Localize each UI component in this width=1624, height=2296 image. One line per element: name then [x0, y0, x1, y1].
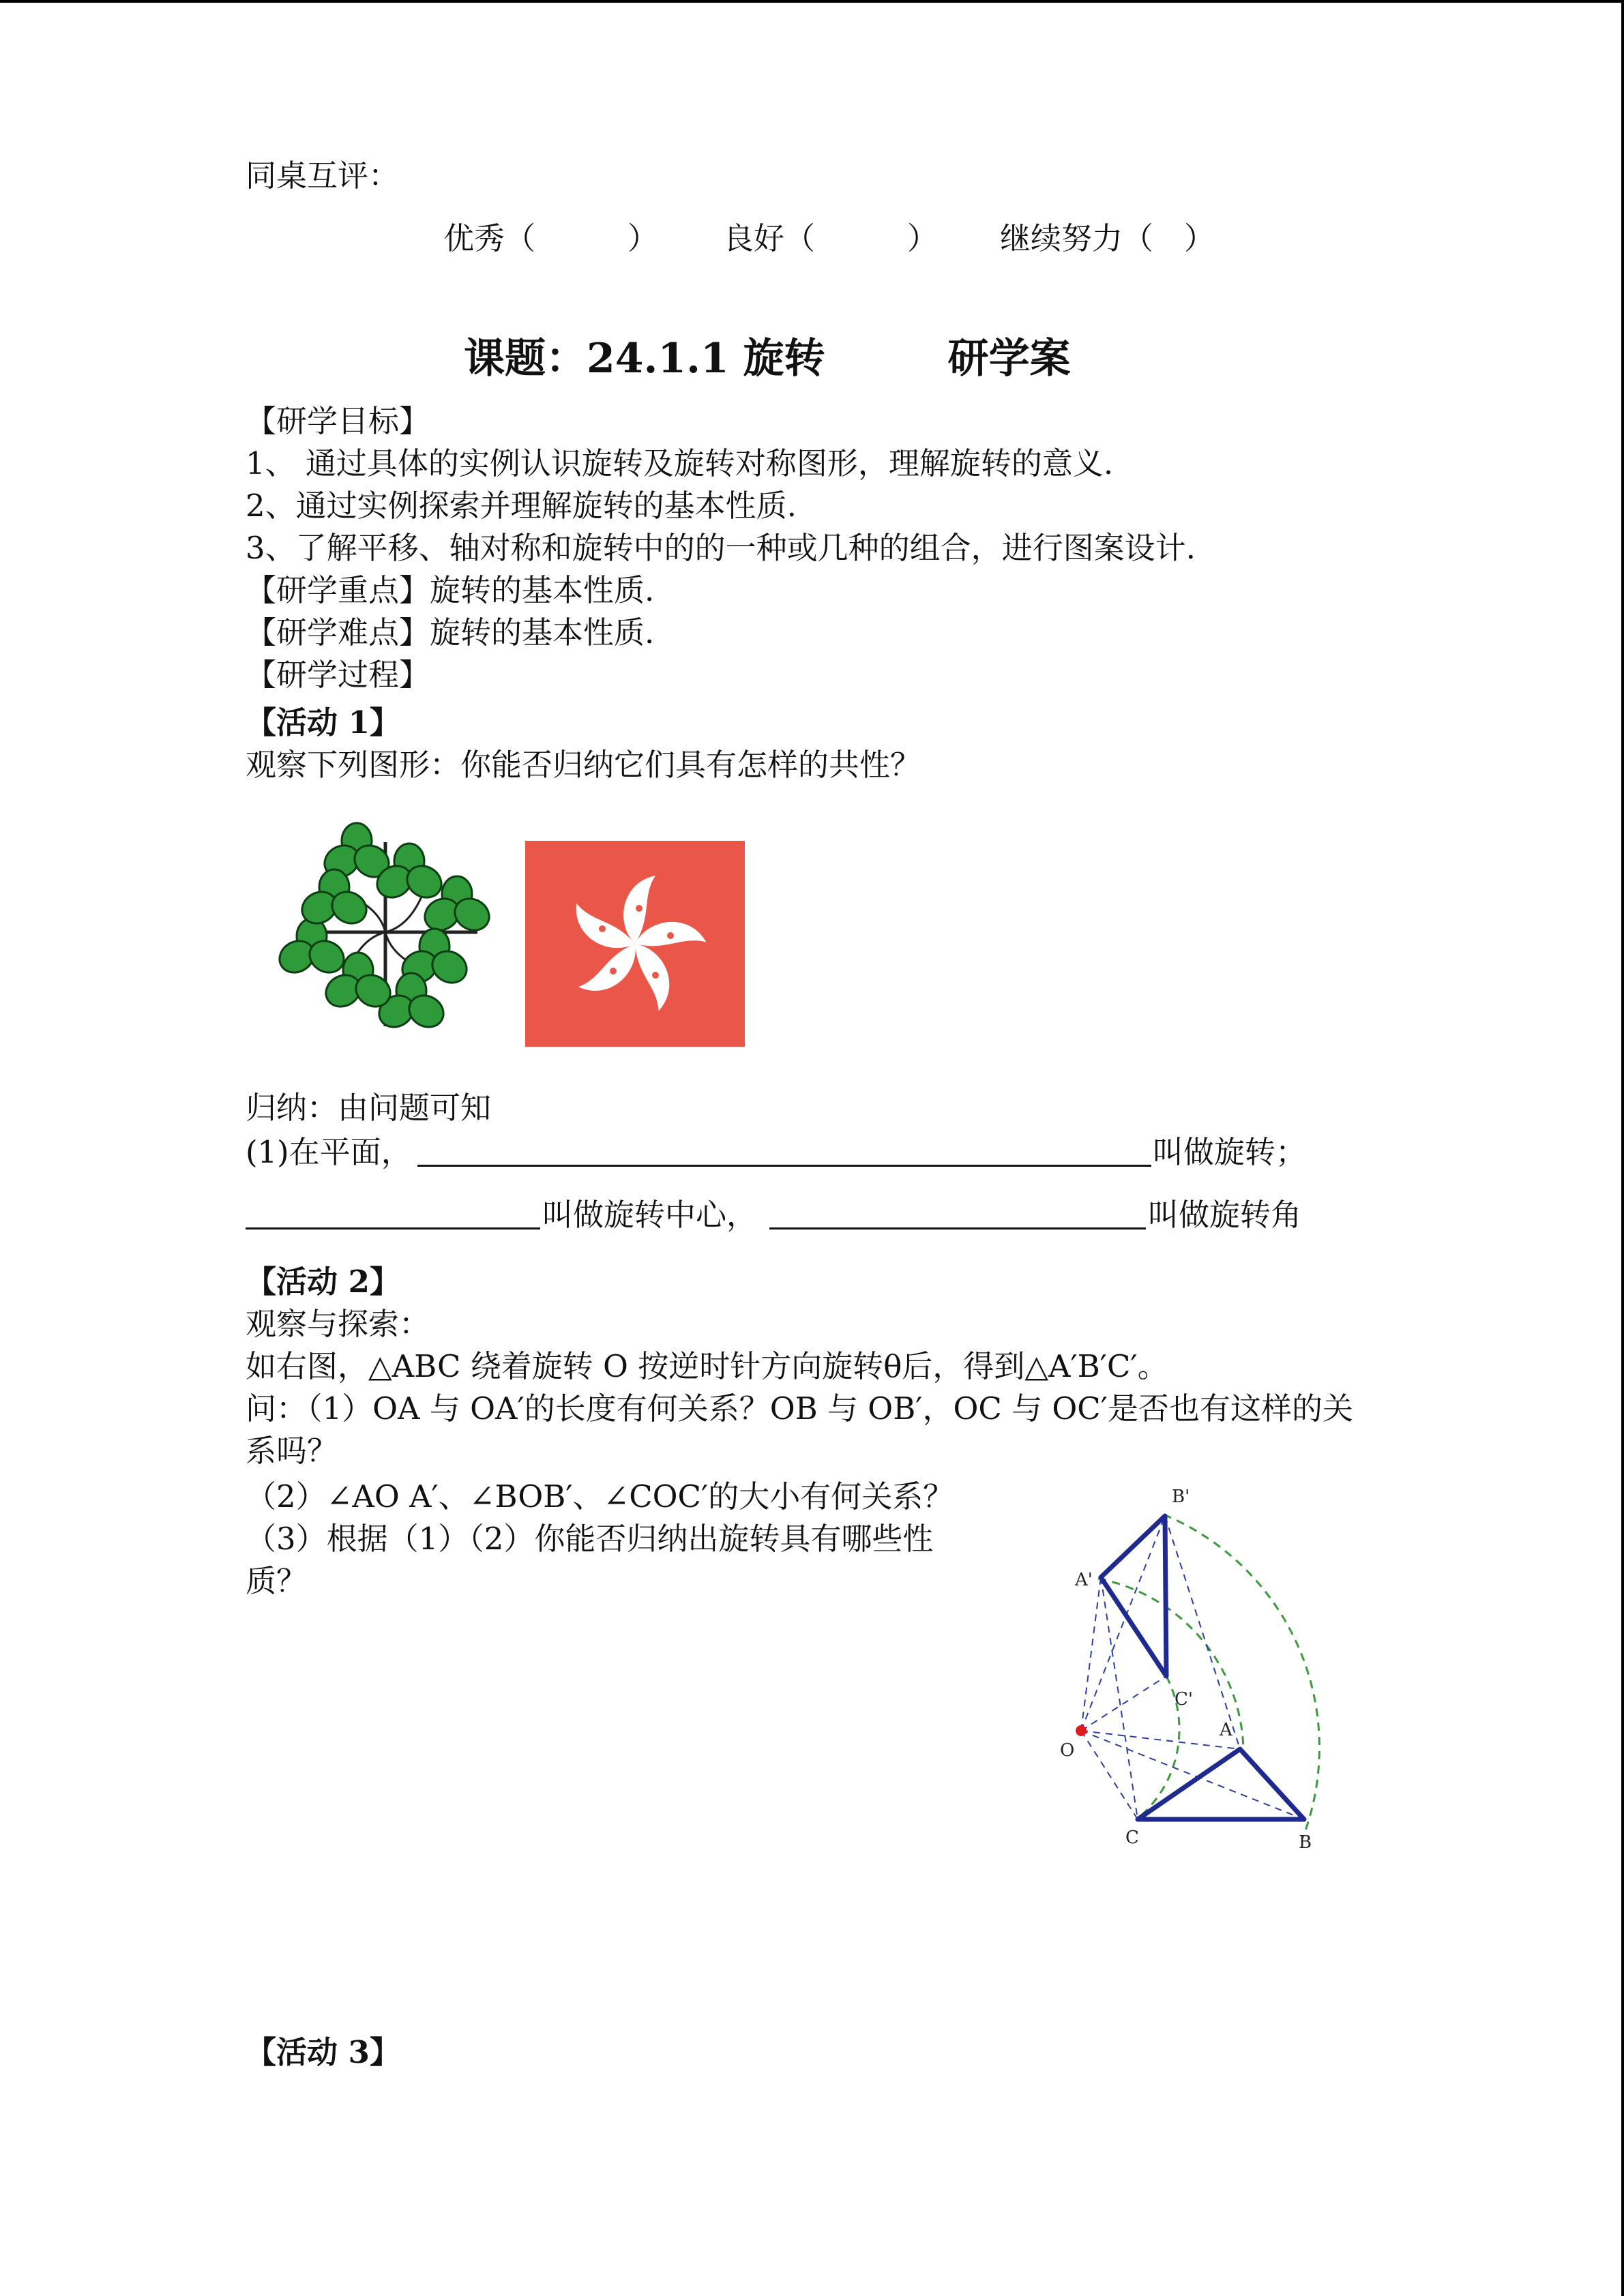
- activity1-heading: 【活动 1】: [246, 704, 400, 741]
- question-2: （2）∠AO A′、∠BOB′、∠COC′的大小有何关系？: [246, 1478, 954, 1515]
- arc-b: [1164, 1515, 1319, 1838]
- goal-item: 2、通过实例探索并理解旋转的基本性质.: [246, 488, 797, 524]
- option-keep-trying: 继续努力（ ）: [1000, 220, 1215, 256]
- label-a: A: [1220, 1720, 1232, 1740]
- label-c-prime: C': [1175, 1689, 1194, 1710]
- label-b: B: [1299, 1832, 1312, 1853]
- fill-line1-suffix: 叫做旋转；: [1153, 1134, 1307, 1170]
- label-a-prime: A': [1075, 1570, 1093, 1590]
- right-border: [1621, 0, 1624, 2296]
- process-heading: 【研学过程】: [246, 657, 430, 693]
- fill-line1-prefix: (1)在平面，: [246, 1134, 412, 1170]
- activity2-heading: 【活动 2】: [246, 1264, 400, 1300]
- answer-blank-rotation[interactable]: [417, 1165, 1151, 1167]
- difficulty: 【研学难点】旋转的基本性质.: [246, 614, 655, 651]
- option-good: 良好（ ）: [723, 220, 939, 256]
- clover-pinwheel-figure: [276, 822, 494, 1043]
- label-o: O: [1060, 1740, 1075, 1761]
- key-point: 【研学重点】旋转的基本性质.: [246, 572, 655, 608]
- option-excellent: 优秀（ ）: [443, 220, 659, 256]
- label-b-prime: B': [1172, 1487, 1190, 1507]
- activity1-summary: 归纳：由问题可知: [246, 1090, 492, 1126]
- peer-eval-label: 同桌互评：: [246, 158, 400, 194]
- activity2-intro: 观察与探索：: [246, 1306, 430, 1342]
- goal-item: 3、了解平移、轴对称和旋转中的的一种或几种的组合，进行图案设计.: [246, 530, 1196, 566]
- question-1b: 系吗？: [246, 1433, 338, 1469]
- goals-heading: 【研学目标】: [246, 403, 430, 439]
- answer-blank-center[interactable]: [246, 1227, 540, 1229]
- rotation-center-point: [1076, 1725, 1087, 1736]
- page-title: 课题：24.1.1 旋转 研学案: [464, 335, 1071, 383]
- question-3a: （3）根据（1）（2）你能否归纳出旋转具有哪些性: [246, 1521, 934, 1557]
- rotation-diagram: [1050, 1476, 1323, 1858]
- fill-line2-mid: 叫做旋转中心，: [542, 1197, 758, 1233]
- question-1a: 问：（1）OA 与 OA′的长度有何关系？OB 与 OB′，OC 与 OC′是否也有这样的关: [246, 1390, 1353, 1427]
- fill-line2-suffix: 叫做旋转角: [1148, 1197, 1302, 1233]
- top-border: [0, 0, 1624, 3]
- activity3-heading: 【活动 3】: [246, 2034, 400, 2070]
- question-3b: 质？: [246, 1563, 308, 1599]
- activity2-desc: 如右图，△ABC 绕着旋转 O 按逆时针方向旋转θ后，得到△A′B′C′。: [246, 1348, 1168, 1384]
- activity1-prompt: 观察下列图形：你能否归纳它们具有怎样的共性？: [246, 747, 921, 783]
- bauhinia-flag-figure: [525, 841, 745, 1047]
- answer-blank-angle[interactable]: [769, 1227, 1146, 1229]
- triangle-a1b1c1: [1101, 1516, 1166, 1676]
- label-c: C: [1125, 1828, 1139, 1848]
- goal-item: 1、 通过具体的实例认识旋转及旋转对称图形，理解旋转的意义.: [246, 445, 1114, 481]
